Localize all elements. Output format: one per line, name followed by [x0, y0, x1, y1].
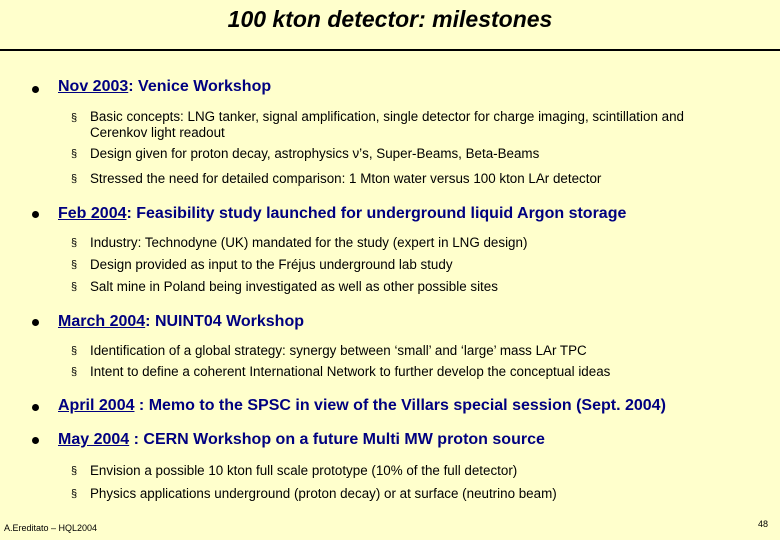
sub-point: Envision a possible 10 kton full scale prototype (10% of the full detector) — [90, 463, 518, 478]
milestone-date: May 2004 — [58, 431, 130, 448]
footer-author: A.Ereditato – HQL2004 — [4, 523, 98, 533]
square-bullet-icon: § — [71, 281, 78, 293]
sub-point: Identification of a global strategy: synergy between ‘small’ and ‘large’ mass LAr TPC — [90, 343, 587, 358]
milestone-date: April 2004 — [58, 397, 135, 414]
milestone-title: : CERN Workshop on a future Multi MW proton source — [129, 431, 545, 448]
square-bullet-icon: § — [71, 237, 78, 249]
bullet-dot — [32, 404, 39, 411]
square-bullet-icon: § — [71, 173, 78, 185]
page-number: 48 — [757, 519, 768, 529]
milestone-heading — [58, 397, 666, 415]
milestone-heading — [58, 313, 304, 331]
slide-title: 100 kton detector: milestones — [227, 6, 553, 32]
bullet-dot — [32, 211, 39, 218]
milestone-title: : Venice Workshop — [128, 78, 272, 95]
sub-point: Intent to define a coherent International Network to further develop the conceptual ideas — [90, 364, 611, 379]
square-bullet-icon: § — [71, 112, 78, 124]
square-bullet-icon: § — [71, 366, 78, 378]
square-bullet-icon: § — [71, 259, 78, 271]
sub-point: Physics applications underground (proton decay) or at surface (neutrino beam) — [90, 486, 557, 501]
sub-point: Stressed the need for detailed comparison: 1 Mton water versus 100 kton LAr detector — [90, 171, 602, 186]
milestone-title: : Memo to the SPSC in view of the Villars special session (Sept. 2004) — [134, 397, 666, 414]
title-rule — [0, 49, 780, 51]
sub-point: Salt mine in Poland being investigated as well as other possible sites — [90, 279, 498, 294]
milestone-heading — [58, 431, 545, 449]
milestone-heading — [58, 78, 271, 96]
milestone-title: : Feasibility study launched for underground liquid Argon storage — [126, 205, 627, 222]
sub-point: Basic concepts: LNG tanker, signal amplification, single detector for charge imaging, scintillation and Cerenkov light readout — [90, 109, 684, 140]
milestone-date: Nov 2003 — [58, 78, 129, 95]
bullet-dot — [32, 319, 39, 326]
square-bullet-icon: § — [71, 465, 78, 477]
square-bullet-icon: § — [71, 488, 78, 500]
bullet-dot — [32, 86, 39, 93]
milestone-heading — [58, 205, 626, 223]
square-bullet-icon: § — [71, 345, 78, 357]
square-bullet-icon: § — [71, 148, 78, 160]
milestone-date: March 2004 — [58, 313, 146, 330]
sub-point: Industry: Technodyne (UK) mandated for the study (expert in LNG design) — [90, 235, 528, 250]
milestone-title: : NUINT04 Workshop — [145, 313, 304, 330]
sub-point: Design provided as input to the Fréjus underground lab study — [90, 257, 453, 272]
bullet-dot — [32, 437, 39, 444]
sub-point: Design given for proton decay, astrophysics ν’s, Super-Beams, Beta-Beams — [90, 146, 540, 161]
milestone-date: Feb 2004 — [58, 205, 127, 222]
